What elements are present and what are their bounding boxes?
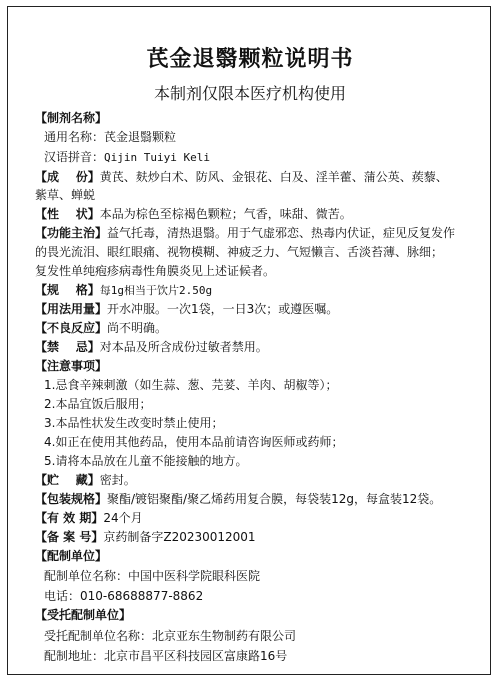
note-item: 1.忌食辛辣刺激（如生蒜、葱、芫荽、羊肉、胡椒等）； [44, 378, 338, 392]
pinyin-label: 汉语拼音： [44, 150, 105, 164]
entrusted-addr-label: 配制地址： [44, 649, 105, 663]
maker-phone-value: 010-68688877-8862 [80, 589, 204, 603]
note-item: 3.本品性状发生改变时禁止使用； [44, 416, 224, 430]
traits-label: 【性 状】 [35, 207, 100, 221]
note-item: 4.如正在使用其他药品，使用本品前请咨询医师或药师； [44, 435, 344, 449]
maker-name-row [44, 568, 484, 584]
note-item: 2.本品宜饭后服用； [44, 397, 152, 411]
function-label: 【功能主治】 [35, 226, 108, 240]
common-name-label: 通用名称： [44, 130, 105, 144]
ingredients-text-1: 黄芪、麸炒白术、防风、金银花、白及、淫羊藿、蒲公英、蒺藜、 [99, 170, 448, 184]
spec-value: 每1g相当于饮片2.50g [99, 284, 213, 297]
traits-row [35, 206, 484, 222]
entrusted-name-row [44, 628, 484, 644]
storage-row [35, 472, 484, 488]
pinyin-row [44, 149, 484, 166]
function-row [35, 225, 484, 241]
entrusted-addr-row [44, 648, 484, 664]
maker-name-value: 中国中医科学院眼科医院 [128, 569, 261, 583]
contra-value: 对本品及所含成份过敏者禁用。 [99, 340, 268, 354]
record-label: 【备 案 号】 [35, 530, 104, 544]
validity-row [35, 510, 484, 526]
function-text-2: 的畏光流泪、眼红眼痛、视物模糊、神疲乏力、气短懒言、舌淡苔薄、脉细； [35, 245, 444, 259]
maker-name-label: 配制单位名称： [44, 569, 129, 583]
entrusted-name-label: 受托配制单位名称： [44, 629, 153, 643]
document-subtitle: 本制剂仅限本医疗机构使用 [153, 84, 346, 103]
note-item: 5.请将本品放在儿童不能接触的地方。 [44, 454, 248, 468]
maker-phone-row [44, 588, 484, 604]
usage-value: 开水冲服。一次1袋，一日3次；或遵医嘱。 [107, 302, 339, 316]
function-text-1: 益气托毒，清热退翳。用于气虚邪恋、热毒内伏证，症见反复发作 [107, 226, 456, 240]
maker-phone-label: 电话： [44, 589, 81, 603]
common-name-row [44, 129, 484, 145]
adverse-row [35, 320, 484, 336]
usage-label: 【用法用量】 [35, 302, 108, 316]
validity-label: 【有 效 期】 [35, 511, 104, 525]
document-title: 芪金退翳颗粒说明书 [146, 47, 354, 72]
storage-value: 密封。 [99, 473, 136, 487]
ingredients-row [35, 169, 484, 185]
contra-label: 【禁 忌】 [35, 340, 100, 354]
notes-heading: 【注意事项】 [35, 359, 108, 373]
function-text-3: 复发性单纯疱疹病毒性角膜炎见上述证候者。 [35, 264, 276, 278]
entrusted-heading: 【受托配制单位】 [35, 608, 132, 622]
maker-heading: 【配制单位】 [35, 549, 108, 563]
adverse-label: 【不良反应】 [35, 321, 108, 335]
contra-row [35, 339, 484, 355]
traits-value: 本品为棕色至棕褐色颗粒；气香，味甜、微苦。 [99, 207, 352, 221]
package-label: 【包装规格】 [35, 492, 108, 506]
package-value: 聚酯/镀铝聚酯/聚乙烯药用复合膜，每袋装12g，每盒装12袋。 [107, 492, 442, 506]
entrusted-addr-value: 北京市昌平区科技园区富康路16号 [104, 649, 288, 663]
spec-label: 【规 格】 [35, 283, 100, 297]
entrusted-name-value: 北京亚东生物制药有限公司 [152, 629, 297, 643]
record-row [35, 529, 484, 545]
spec-row [35, 282, 484, 299]
name-heading: 【制剂名称】 [35, 111, 108, 125]
validity-value: 24个月 [103, 511, 143, 525]
common-name-value: 芪金退翳颗粒 [104, 130, 177, 144]
ingredients-text-2: 紫草、蝉蜕 [35, 188, 96, 202]
ingredients-label: 【成 份】 [35, 170, 100, 184]
usage-row [35, 301, 484, 317]
storage-label: 【贮 藏】 [35, 473, 100, 487]
record-value: 京药制备字Z20230012001 [103, 530, 256, 544]
package-row [35, 491, 484, 507]
pinyin-value: Qijin Tuiyi Keli [104, 151, 210, 164]
adverse-value: 尚不明确。 [107, 321, 168, 335]
